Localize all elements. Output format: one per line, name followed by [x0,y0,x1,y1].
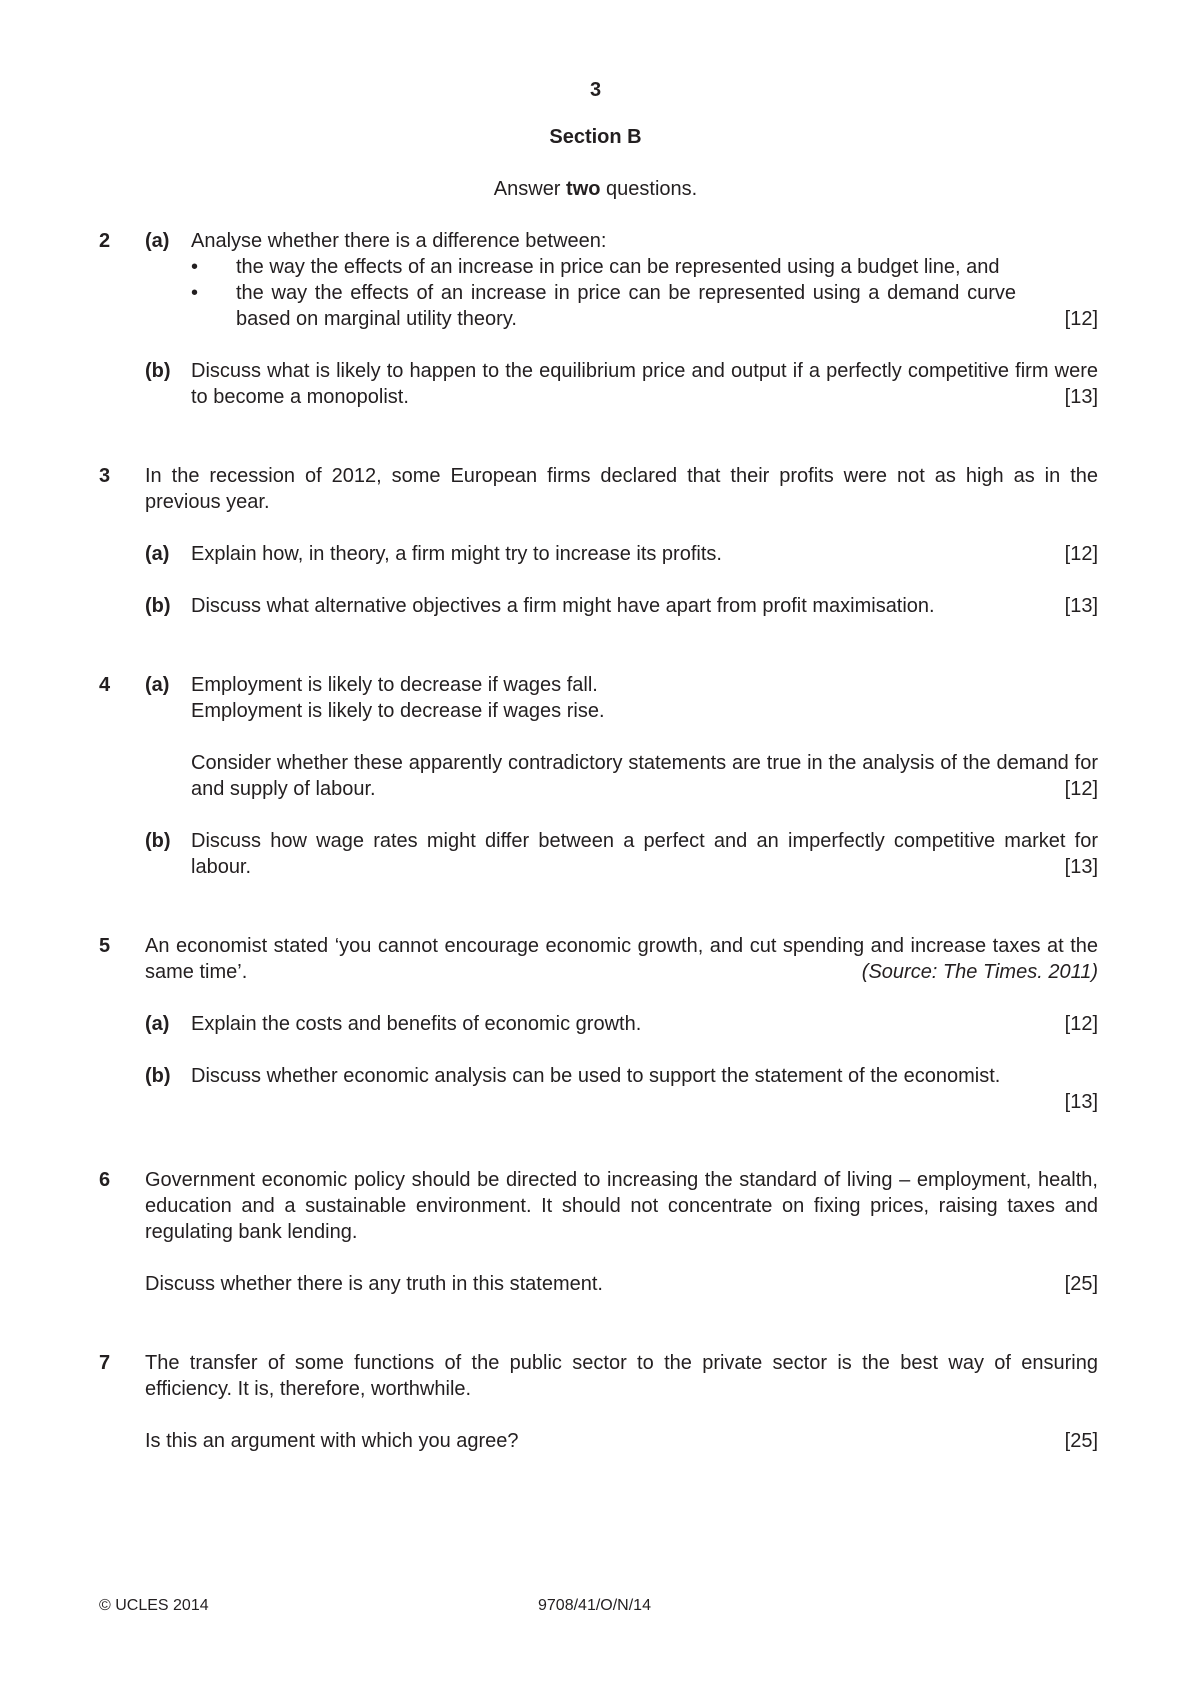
question-number-6: 6 [99,1169,111,1191]
q5-part-b-text: Discuss whether economic analysis can be used to support the statement of the economist. [191,1065,1001,1087]
q2-part-a-intro: Analyse whether there is a difference between: [191,230,607,252]
question-number-4: 4 [99,674,111,696]
q3-part-b-text: Discuss what alternative objectives a firm might have apart from profit maximisation. [191,595,935,617]
q4-part-a-label: (a) [145,674,170,696]
q5-part-b-mark: [13] [1064,1091,1098,1113]
q2-part-b-label: (b) [145,360,171,382]
q4-part-a-line-2: Employment is likely to decrease if wages rise. [191,700,605,722]
q7-mark: [25] [1064,1430,1098,1452]
q5-part-a-text: Explain the costs and benefits of economic growth. [191,1013,642,1035]
q5-source: (Source: The Times. 2011) [861,961,1098,983]
instruction-emphasis: two [566,178,601,200]
bullet-icon: • [191,282,199,304]
q3-stem: In the recession of 2012, some European firms declared that their profits were not as high as in the previous year. [145,465,1098,513]
q2-part-a-mark: [12] [1064,308,1098,330]
q4-part-b-mark: [13] [1064,856,1098,878]
question-number-3: 3 [99,465,111,487]
question-number-2: 2 [99,230,111,252]
q4-part-a-mark: [12] [1064,778,1098,800]
section-title: Section B [549,126,642,148]
q5-part-a-mark: [12] [1064,1013,1098,1035]
bullet-icon: • [191,256,199,278]
q4-part-a-text: Consider whether these apparently contradictory statements are true in the analysis of the demand for and supply of labour. [191,752,1098,800]
q2-part-a-label: (a) [145,230,170,252]
q6-question: Discuss whether there is any truth in this statement. [145,1273,603,1295]
q3-part-a-mark: [12] [1064,543,1098,565]
q6-stem: Government economic policy should be directed to increasing the standard of living – employment, health, education and a sustainable environment. It should not concentrate on fixing prices, raising taxes and regulating bank lending. [145,1169,1098,1243]
q2-part-b-mark: [13] [1064,386,1098,408]
q2-part-b-text: Discuss what is likely to happen to the equilibrium price and output if a perfectly competitive firm were to become a monopolist. [191,360,1098,408]
q3-part-a-label: (a) [145,543,170,565]
footer-copyright: © UCLES 2014 [99,1597,209,1614]
q3-part-b-mark: [13] [1064,595,1098,617]
q5-part-a-label: (a) [145,1013,170,1035]
q7-question: Is this an argument with which you agree? [145,1430,519,1452]
q3-part-b-label: (b) [145,595,171,617]
q5-stem: An economist stated ‘you cannot encourage economic growth, and cut spending and increase taxes at the same time’. [145,935,1098,983]
footer-paper-code: 9708/41/O/N/14 [538,1597,651,1614]
q3-part-a-text: Explain how, in theory, a firm might try to increase its profits. [191,543,722,565]
q7-stem: The transfer of some functions of the public sector to the private sector is the best way of ensuring efficiency. It is, therefore, worthwhile. [145,1352,1098,1400]
q4-part-a-line-1: Employment is likely to decrease if wages fall. [191,674,598,696]
instruction: Answer two questions. [493,178,698,200]
question-number-7: 7 [99,1352,111,1374]
q4-part-b-text: Discuss how wage rates might differ between a perfect and an imperfectly competitive market for labour. [191,830,1098,878]
q4-part-b-label: (b) [145,830,171,852]
q2-part-a-bullet-1: the way the effects of an increase in price can be represented using a budget line, and [236,256,1000,278]
page-number: 3 [589,79,602,101]
q5-part-b-label: (b) [145,1065,171,1087]
question-number-5: 5 [99,935,111,957]
q2-part-a-bullet-2: the way the effects of an increase in price can be represented using a demand curve based on marginal utility theory. [236,282,1016,330]
q6-mark: [25] [1064,1273,1098,1295]
